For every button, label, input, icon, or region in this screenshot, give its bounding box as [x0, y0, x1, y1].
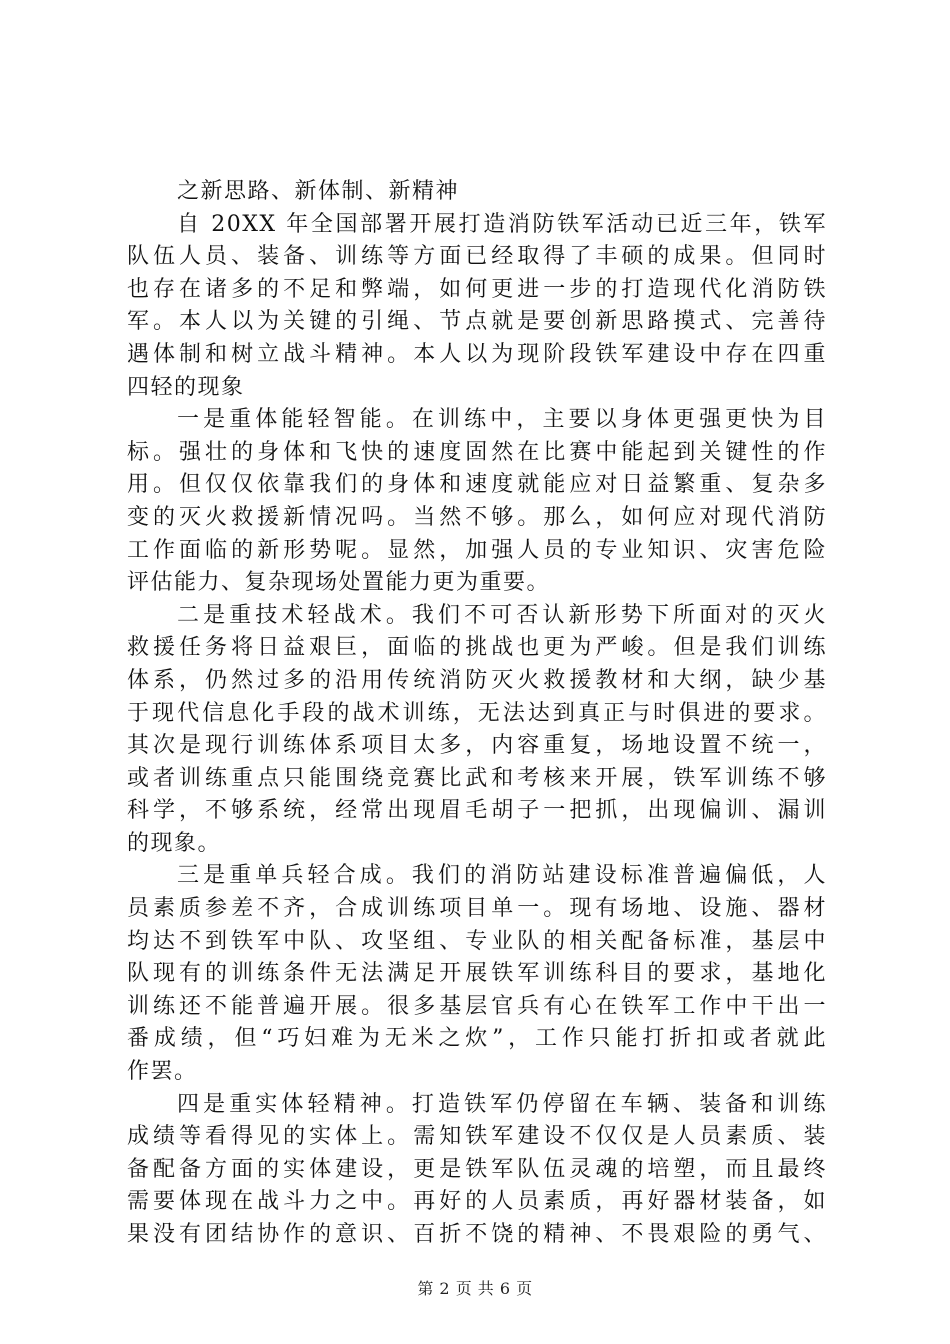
text-line: 其次是现行训练体系项目太多，内容重复，场地设置不统一， — [127, 733, 827, 759]
text-line: 二是重技术轻战术。我们不可否认新形势下所面对的灭火 — [177, 602, 827, 628]
text-line: 体系，仍然过多的沿用传统消防灭火救援教材和大纲，缺少基 — [127, 667, 827, 693]
text-line: 于现代信息化手段的战术训练，无法达到真正与时俱进的要求。 — [127, 700, 827, 726]
text-line: 四轻的现象 — [127, 374, 245, 400]
text-line: 番成绩，但“巧妇难为无米之炊”，工作只能打折扣或者就此 — [127, 1026, 827, 1052]
text-line: 作罢。 — [127, 1059, 198, 1085]
text-line: 员素质参差不齐，合成训练项目单一。现有场地、设施、器材 — [127, 896, 827, 922]
text-line: 评估能力、复杂现场处置能力更为重要。 — [127, 570, 551, 596]
text-line: 用。但仅仅依靠我们的身体和速度就能应对日益繁重、复杂多 — [127, 472, 827, 498]
text-line: 救援任务将日益艰巨，面临的挑战也更为严峻。但是我们训练 — [127, 635, 827, 661]
text-line: 也存在诸多的不足和弊端，如何更进一步的打造现代化消防铁 — [127, 276, 827, 302]
text-line: 队伍人员、装备、训练等方面已经取得了丰硕的成果。但同时 — [127, 244, 827, 270]
text-line: 备配备方面的实体建设，更是铁军队伍灵魂的培塑，而且最终 — [127, 1156, 827, 1182]
text-line: 自 20XX 年全国部署开展打造消防铁军活动已近三年，铁军 — [177, 211, 827, 237]
text-line: 一是重体能轻智能。在训练中，主要以身体更强更快为目 — [177, 407, 827, 433]
text-line: 之新思路、新体制、新精神 — [177, 179, 460, 204]
text-line: 四是重实体轻精神。打造铁军仍停留在车辆、装备和训练 — [177, 1091, 827, 1117]
text-line: 均达不到铁军中队、攻坚组、专业队的相关配备标准，基层中 — [127, 928, 827, 954]
text-line: 变的灭火救援新情况吗。当然不够。那么，如何应对现代消防 — [127, 504, 827, 530]
text-line: 三是重单兵轻合成。我们的消防站建设标准普遍偏低，人 — [177, 863, 827, 889]
text-line: 工作面临的新形势呢。显然，加强人员的专业知识、灾害危险 — [127, 537, 827, 563]
text-line: 成绩等看得见的实体上。需知铁军建设不仅仅是人员素质、装 — [127, 1124, 827, 1150]
text-line: 的现象。 — [127, 830, 222, 856]
text-line: 队现有的训练条件无法满足开展铁军训练科目的要求，基地化 — [127, 961, 827, 987]
text-line: 遇体制和树立战斗精神。本人以为现阶段铁军建设中存在四重 — [127, 341, 827, 367]
text-line: 或者训练重点只能围绕竞赛比武和考核来开展，铁军训练不够 — [127, 765, 827, 791]
text-line: 军。本人以为关键的引绳、节点就是要创新思路摸式、完善待 — [127, 309, 827, 335]
text-line: 需要体现在战斗力之中。再好的人员素质，再好器材装备，如 — [127, 1189, 827, 1215]
document-body — [127, 176, 827, 1252]
text-line: 科学，不够系统，经常出现眉毛胡子一把抓，出现偏训、漏训 — [127, 798, 827, 824]
text-line: 果没有团结协作的意识、百折不饶的精神、不畏艰险的勇气、 — [127, 1222, 827, 1247]
text-line: 训练还不能普遍开展。很多基层官兵有心在铁军工作中干出一 — [127, 993, 827, 1019]
page-footer: 第 2 页 共 6 页 — [417, 1279, 533, 1298]
text-line: 标。强壮的身体和飞快的速度固然在比赛中能起到关键性的作 — [127, 439, 827, 465]
